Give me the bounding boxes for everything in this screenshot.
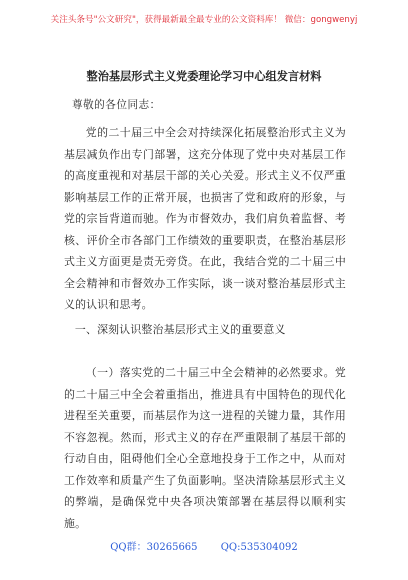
qq-label: QQ:535304092 — [220, 542, 298, 553]
qq-group-label: QQ群：30265665 — [110, 542, 198, 553]
paragraph-body: （一）落实党的二十届三中全会精神的必然要求。党的二十届三中全会着重指出，推进具有中国特色的现代化进程至关重要，而基层作为这一进程的关键力量，其作用不容忽视。然而，形式主义的存在严重限制了基层干部的行动自由，阻碍他们全心全意地投身于工作之中，从而对工作效率和质量产生了负面影响。坚决清除基层形式主义的弊端，是确保党中央各项决策部署在基层得以顺利实施。 — [64, 366, 346, 530]
top-banner: 关注头条号"公文研究"，获得最新最全最专业的公文资料库！ 微信：gongwenyj — [50, 15, 358, 25]
footer-contact — [0, 538, 408, 553]
salutation: 尊敬的各位同志： — [72, 99, 161, 111]
section-heading: 一、深刻认识整治基层形式主义的重要意义 — [74, 323, 286, 336]
paragraph-intro: 党的二十届三中全会对持续深化拓展整治形式主义为基层减负作出专门部署，这充分体现了党中央对基层工作的高度重视和对基层干部的关心关爱。形式主义不仅严重影响基层工作的正常开展，也损害了党和政府的形象，与党的宗旨背道而驰。作为市督效办，我们肩负着监督、考核、评价全市各部门工作绩效的重要职责，在整治基层形式主义方面更是责无旁贷。在此，我结合党的二十届三中全会精神和市督效办工作实际，谈一谈对整治基层形式主义的认识和思考。 — [64, 126, 346, 311]
document-title: 整治基层形式主义党委理论学习中心组发言材料 — [86, 69, 322, 83]
